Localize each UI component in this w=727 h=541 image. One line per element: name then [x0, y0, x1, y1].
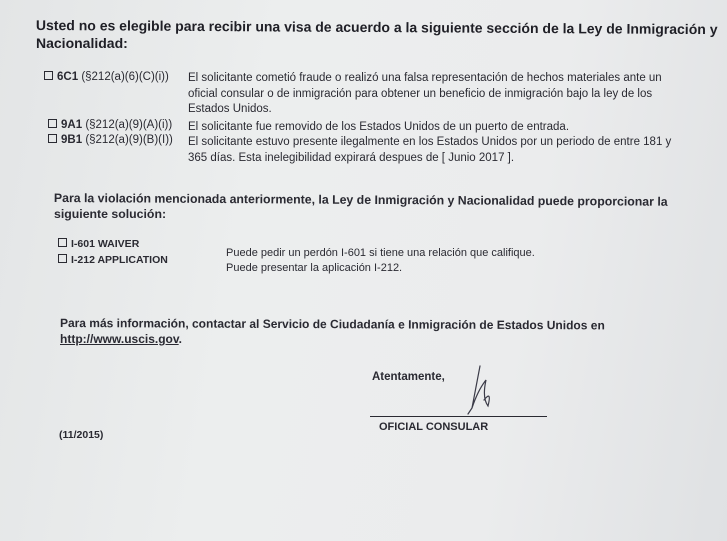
solution-i212-label: I-212 APPLICATION — [58, 253, 168, 268]
more-info-line-1: Para más información, contactar al Servicio de Ciudadanía e Inmigración de Estados Unidos en — [59, 316, 605, 333]
intro-line-1: Usted no es elegible para recibir una visa de acuerdo a la siguiente sección de la Ley de Inmigración y — [35, 16, 718, 38]
section-6c1-desc-3: Estados Unidos. — [188, 103, 272, 115]
checkbox-icon — [58, 238, 67, 247]
section-6c1-desc-1: El solicitante cometió fraude o realizó una falsa representación de hechos materiales ante un — [188, 72, 662, 84]
solution-i601-desc: Puede pedir un perdón I-601 si tiene una relación que califique. — [226, 247, 535, 259]
section-9b1-desc-2: 365 días. Esta inelegibilidad expirará despues de [ Junio 2017 ]. — [188, 152, 515, 164]
checkbox-icon — [44, 71, 53, 80]
signature-line — [370, 416, 547, 417]
form-date: (11/2015) — [59, 429, 104, 441]
section-9b1-desc-1: El solicitante estuvo presente ilegalmente en los Estados Unidos por un periodo de entre 181 y — [188, 136, 672, 148]
uscis-link[interactable]: http://www.uscis.gov — [60, 332, 179, 346]
solution-intro-line-2: siguiente solución: — [54, 207, 167, 221]
section-9a1-desc-1: El solicitante fue removido de los Estados Unidos de un puerto de entrada. — [188, 121, 570, 133]
signature-mark — [458, 360, 508, 420]
checkbox-icon — [58, 254, 67, 263]
section-9b1-code: 9B1 (§212(a)(9)(B)(I)) — [48, 133, 173, 148]
more-info-line-2: http://www.uscis.gov. — [60, 332, 183, 346]
checkbox-icon — [48, 134, 57, 143]
checkbox-icon — [48, 119, 57, 128]
solution-i601-label: I-601 WAIVER — [58, 237, 139, 252]
signature-title: OFICIAL CONSULAR — [379, 421, 489, 433]
closing-text: Atentamente, — [372, 371, 445, 383]
section-9a1-code: 9A1 (§212(a)(9)(A)(i)) — [48, 118, 172, 133]
solution-intro-line-1: Para la violación mencionada anteriormente, la Ley de Inmigración y Nacionalidad puede proporcionar la — [53, 191, 668, 209]
intro-line-2: Nacionalidad: — [36, 35, 128, 51]
solution-i212-desc: Puede presentar la aplicación I-212. — [226, 262, 403, 274]
section-6c1-desc-2: oficial consular o de inmigración para obtener un beneficio de inmigración bajo la ley de los — [188, 88, 653, 100]
section-6c1-code: 6C1 (§212(a)(6)(C)(i)) — [44, 70, 169, 85]
